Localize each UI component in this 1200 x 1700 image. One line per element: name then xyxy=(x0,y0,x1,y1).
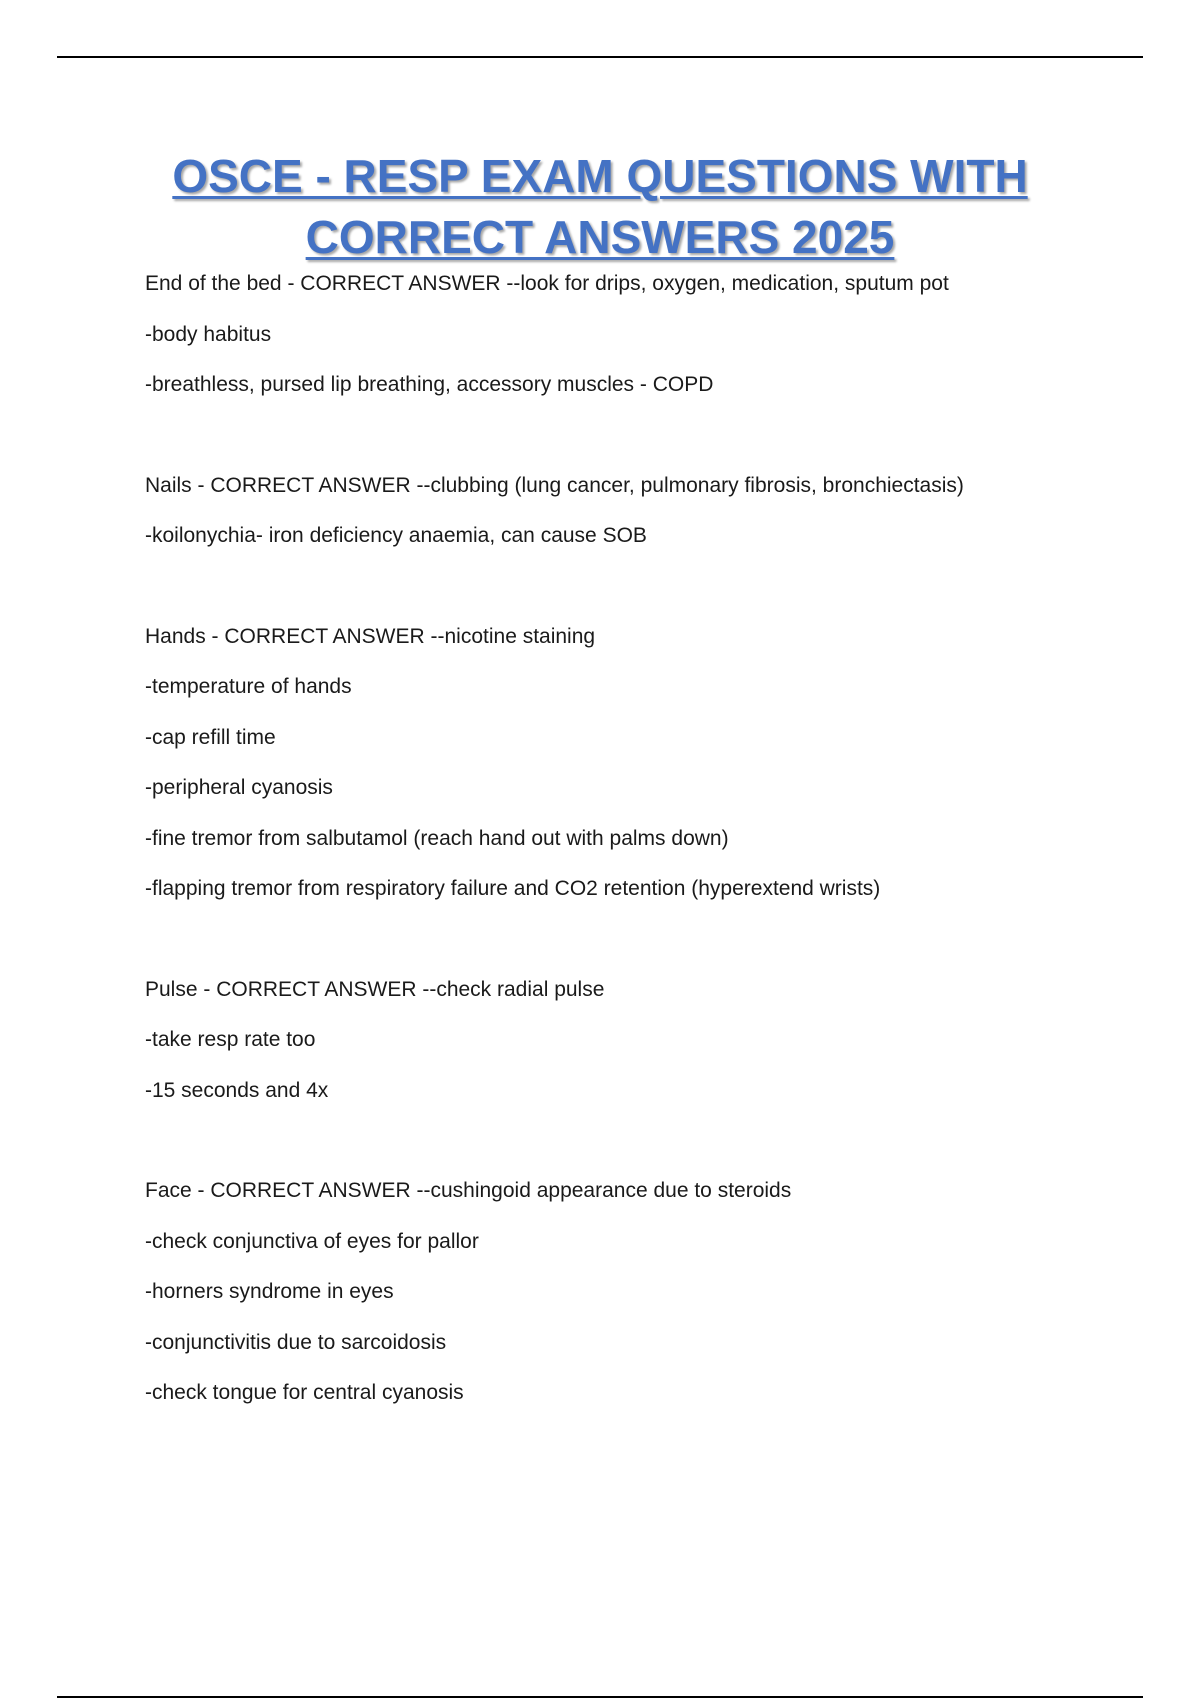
section-pulse xyxy=(145,970,1145,1122)
section-heading: Pulse - CORRECT ANSWER --check radial pulse xyxy=(145,977,605,1001)
section-heading: End of the bed - CORRECT ANSWER --look for drips, oxygen, medication, sputum pot xyxy=(145,272,949,295)
title-line-2: CORRECT ANSWERS 2025 xyxy=(305,211,895,263)
title-line-1: OSCE - RESP EXAM QUESTIONS WITH xyxy=(172,150,1028,202)
document-body xyxy=(145,264,1145,1474)
section-heading: Nails - CORRECT ANSWER --clubbing (lung cancer, pulmonary fibrosis, bronchiectasis) xyxy=(145,473,964,497)
section-line: -koilonychia- iron deficiency anaemia, can cause SOB xyxy=(145,524,647,547)
top-divider xyxy=(57,56,1143,58)
section-line: -conjunctivitis due to sarcoidosis xyxy=(145,1330,447,1354)
section-face xyxy=(145,1171,1145,1424)
section-line: -take resp rate too xyxy=(145,1028,316,1051)
section-hands xyxy=(145,617,1145,920)
section-end-of-bed xyxy=(145,264,1145,416)
bottom-divider xyxy=(57,1696,1143,1698)
document-title xyxy=(100,146,1100,268)
section-heading: Face - CORRECT ANSWER --cushingoid appearance due to steroids xyxy=(145,1179,792,1202)
section-line: -peripheral cyanosis xyxy=(145,776,333,799)
section-line: -cap refill time xyxy=(145,725,276,749)
section-heading: Hands - CORRECT ANSWER --nicotine staining xyxy=(145,624,596,648)
section-line: -fine tremor from salbutamol (reach hand out with palms down) xyxy=(145,826,729,850)
section-line: -horners syndrome in eyes xyxy=(145,1280,394,1303)
section-line: -body habitus xyxy=(145,322,272,346)
section-line: -temperature of hands xyxy=(145,675,352,698)
section-nails xyxy=(145,466,1145,567)
section-line: -check conjunctiva of eyes for pallor xyxy=(145,1229,479,1253)
section-line: -check tongue for central cyanosis xyxy=(145,1381,464,1404)
section-line: -flapping tremor from respiratory failure and CO2 retention (hyperextend wrists) xyxy=(145,877,881,900)
section-line: -15 seconds and 4x xyxy=(145,1078,329,1102)
section-line: -breathless, pursed lip breathing, accessory muscles - COPD xyxy=(145,373,714,396)
